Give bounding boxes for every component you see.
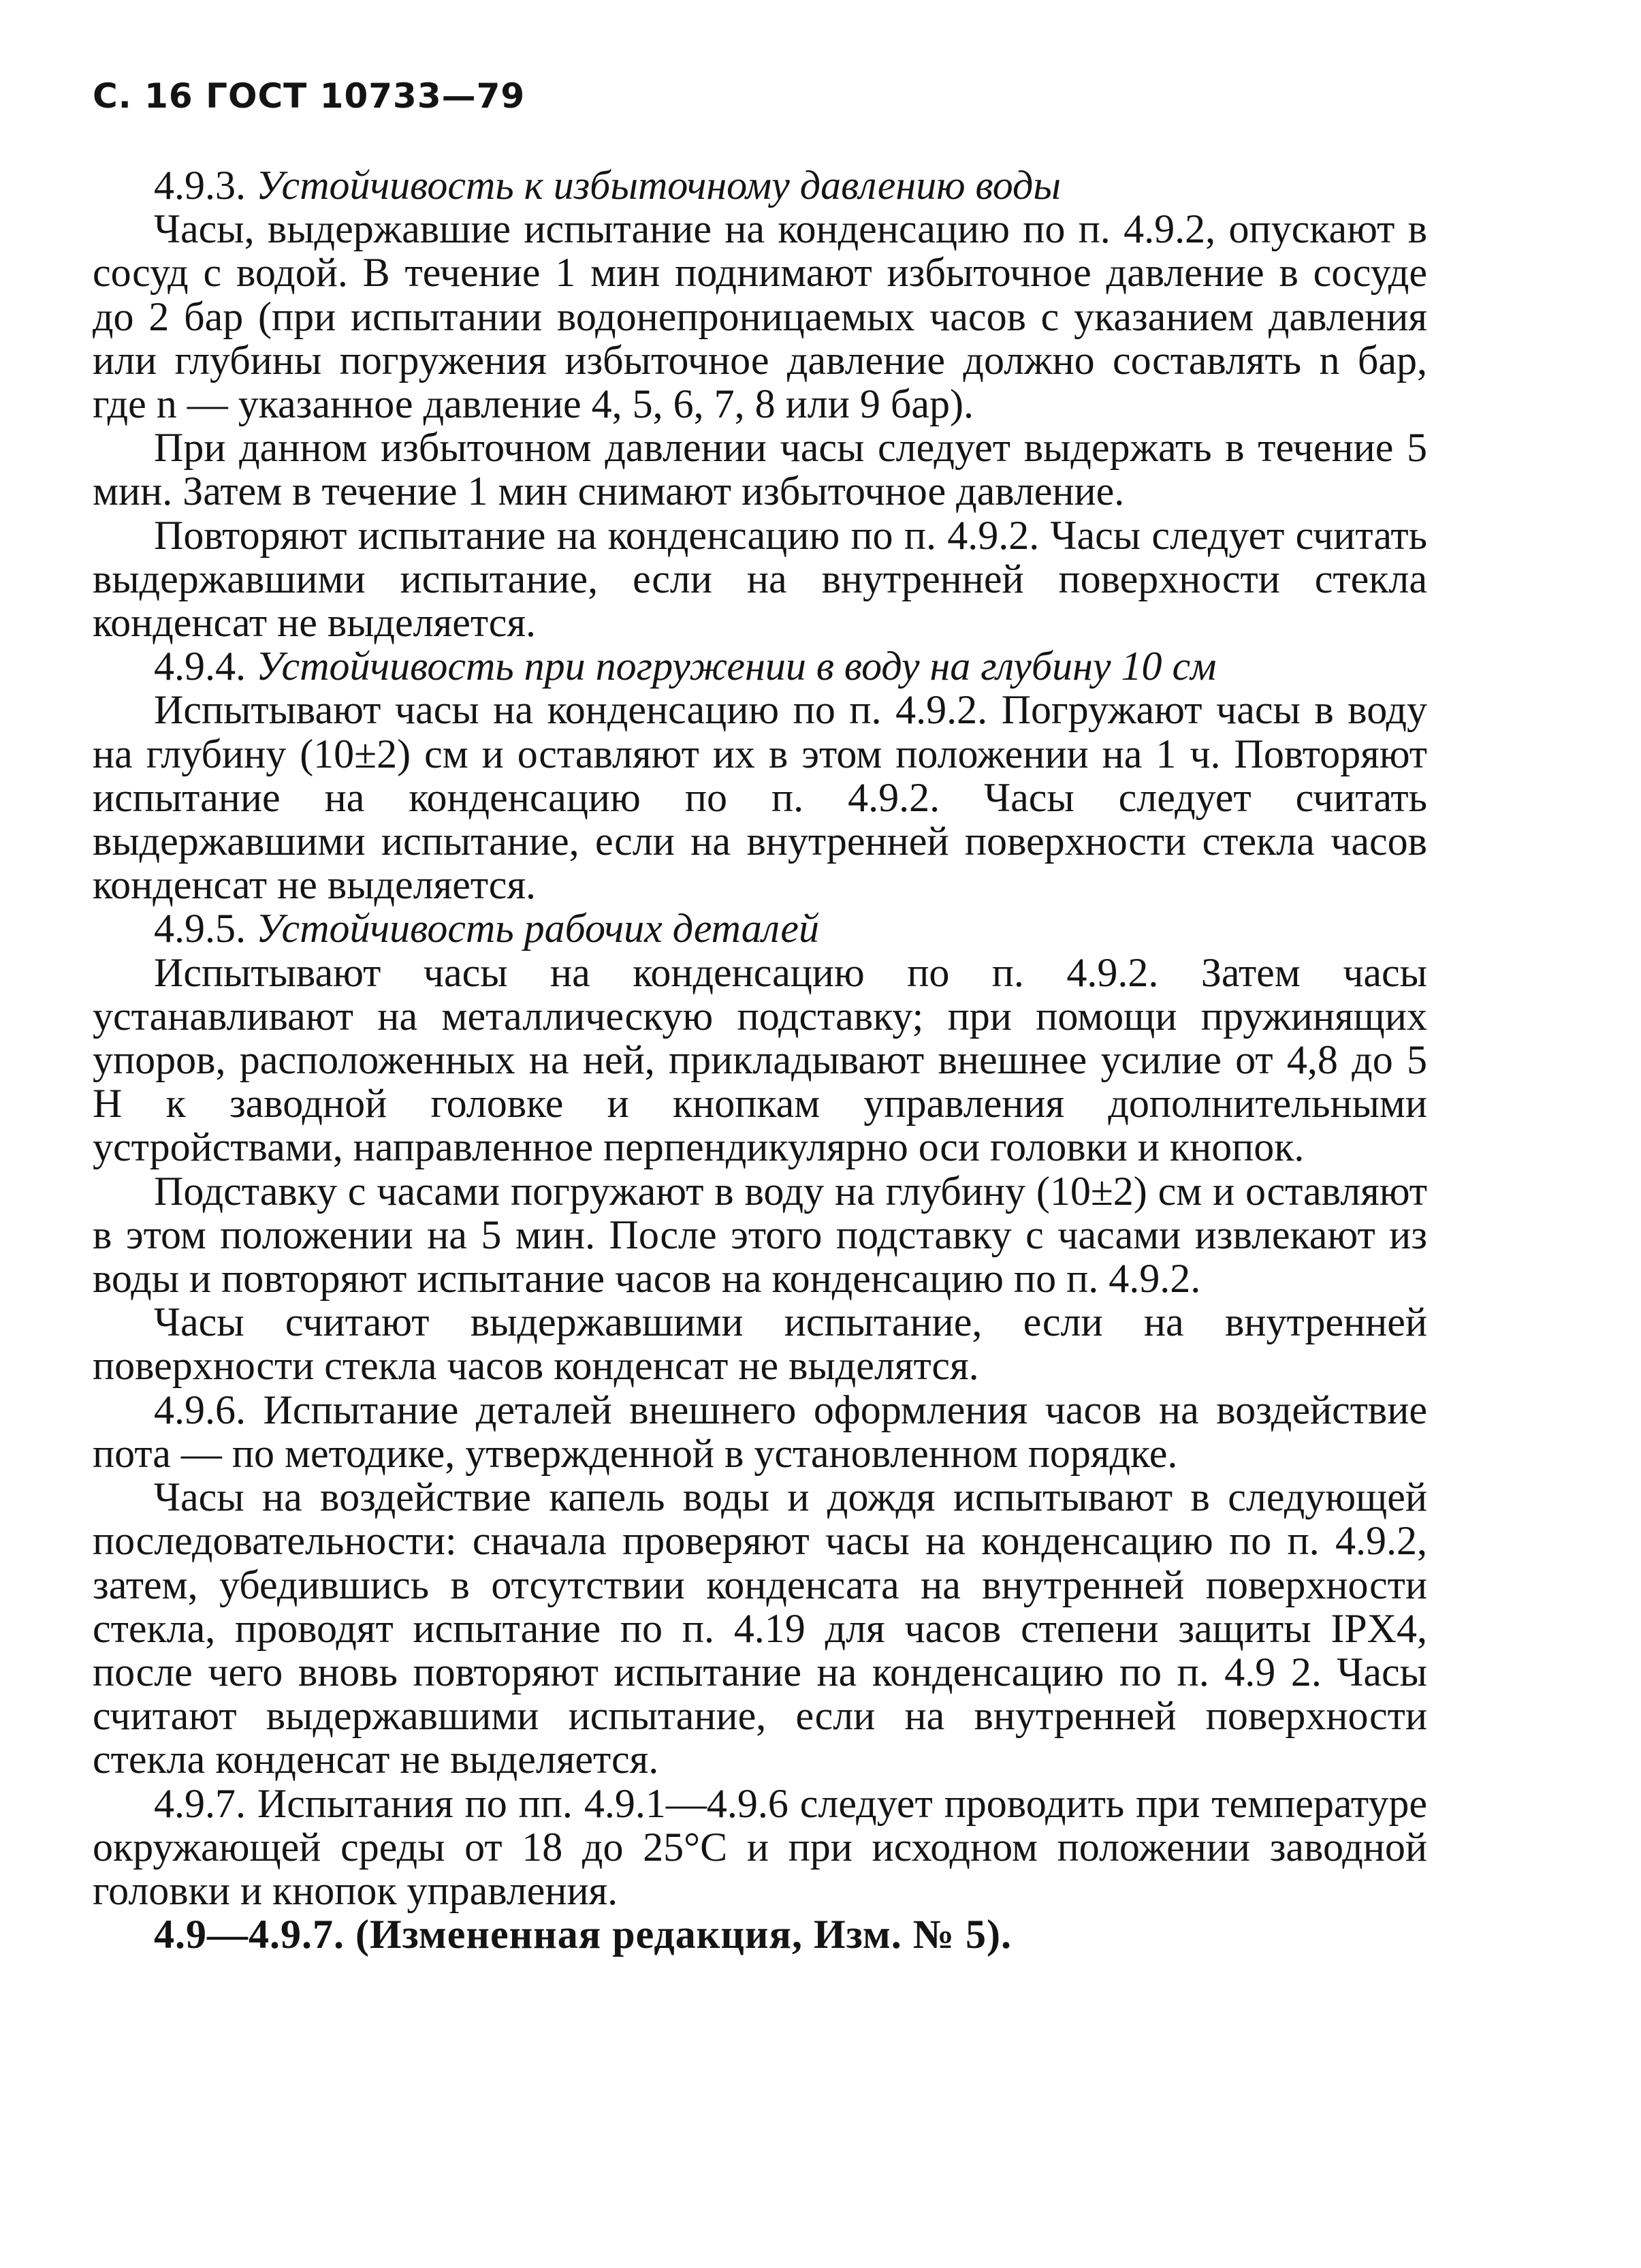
paragraph: Испытывают часы на конденсацию по п. 4.9.2. Затем часы устанавливают на металлическую подставку; при помощи пружинящих упоров, расположенных на ней, прикладывают внешнее усилие от 4,8 до 5 Н к заводной головке и кнопкам управления дополнительными устройствами, направленное перпендикулярно оси головки и кнопок. [93, 949, 1427, 1170]
clause-number: 4.9.4. [154, 644, 246, 689]
document-body [93, 163, 1427, 1956]
paragraph: Часы, выдержавшие испытание на конденсацию по п. 4.9.2, опускают в сосуд с водой. В течение 1 мин поднимают избыточное давление в сосуде до 2 бар (при испытании водонепроницаемых часов с указанием давления или глубины погружения избыточное давление должно составлять n бар, где n — указанное давление 4, 5, 6, 7, 8 или 9 бар). [93, 206, 1427, 427]
paragraph: Часы считают выдержавшими испытание, если на внутренней поверхности стекла часов конденсат не выделятся. [93, 1300, 1427, 1389]
amendment-note: 4.9—4.9.7. (Измененная редакция, Изм. № 5). [154, 1912, 1013, 1957]
section-heading-4-9-4 [93, 644, 1427, 688]
clause-4-9-6: 4.9.6. Испытание деталей внешнего оформления часов на воздействие пота — по методике, утвержденной в установленном порядке. [93, 1387, 1427, 1476]
clause-number: 4.9.3. [154, 163, 246, 208]
section-title: Устойчивость рабочих деталей [256, 906, 820, 951]
section-heading-4-9-3 [93, 163, 1427, 207]
clause-number: 4.9.5. [154, 906, 246, 951]
running-header: С. 16 ГОСТ 10733—79 [93, 76, 526, 116]
paragraph: Часы на воздействие капель воды и дождя испытывают в следующей последовательности: сначала проверяют часы на конденсацию по п. 4.9.2, затем, убедившись в отсутствии конденсата на внутренней поверхности стекла, проводят испытание по п. 4.19 для часов степени защиты IPX4, после чего вновь повторяют испытание на конденсацию по п. 4.9 2. Часы считают выдержавшими испытание, если на внутренней поверхности стекла конденсат не выделяется. [93, 1475, 1427, 1782]
clause-4-9-7: 4.9.7. Испытания по пп. 4.9.1—4.9.6 следует проводить при температуре окружающей среды от 18 до 25°С и при исходном положении заводной головки и кнопок управления. [93, 1780, 1427, 1913]
section-title: Устойчивость при погружении в воду на глубину 10 см [256, 644, 1217, 689]
paragraph: Повторяют испытание на конденсацию по п. 4.9.2. Часы следует считать выдержавшими испытание, если на внутренней поверхности стекла конденсат не выделяется. [93, 512, 1427, 646]
section-title: Устойчивость к избыточному давлению воды [256, 163, 1061, 208]
paragraph: Испытывают часы на конденсацию по п. 4.9.2. Погружают часы в воду на глубину (10±2) см и оставляют их в этом положении на 1 ч. Повторяют испытание на конденсацию по п. 4.9.2. Часы следует считать выдержавшими испытание, если на внутренней поверхности стекла часов конденсат не выделяется. [93, 687, 1427, 908]
paragraph: При данном избыточном давлении часы следует выдержать в течение 5 мин. Затем в течение 1 мин снимают избыточное давление. [93, 425, 1427, 514]
section-heading-4-9-5 [93, 907, 1427, 950]
paragraph: Подставку с часами погружают в воду на глубину (10±2) см и оставляют в этом положении на 5 мин. После этого подставку с часами извлекают из воды и повторяют испытание часов на конденсацию по п. 4.9.2. [93, 1168, 1427, 1302]
